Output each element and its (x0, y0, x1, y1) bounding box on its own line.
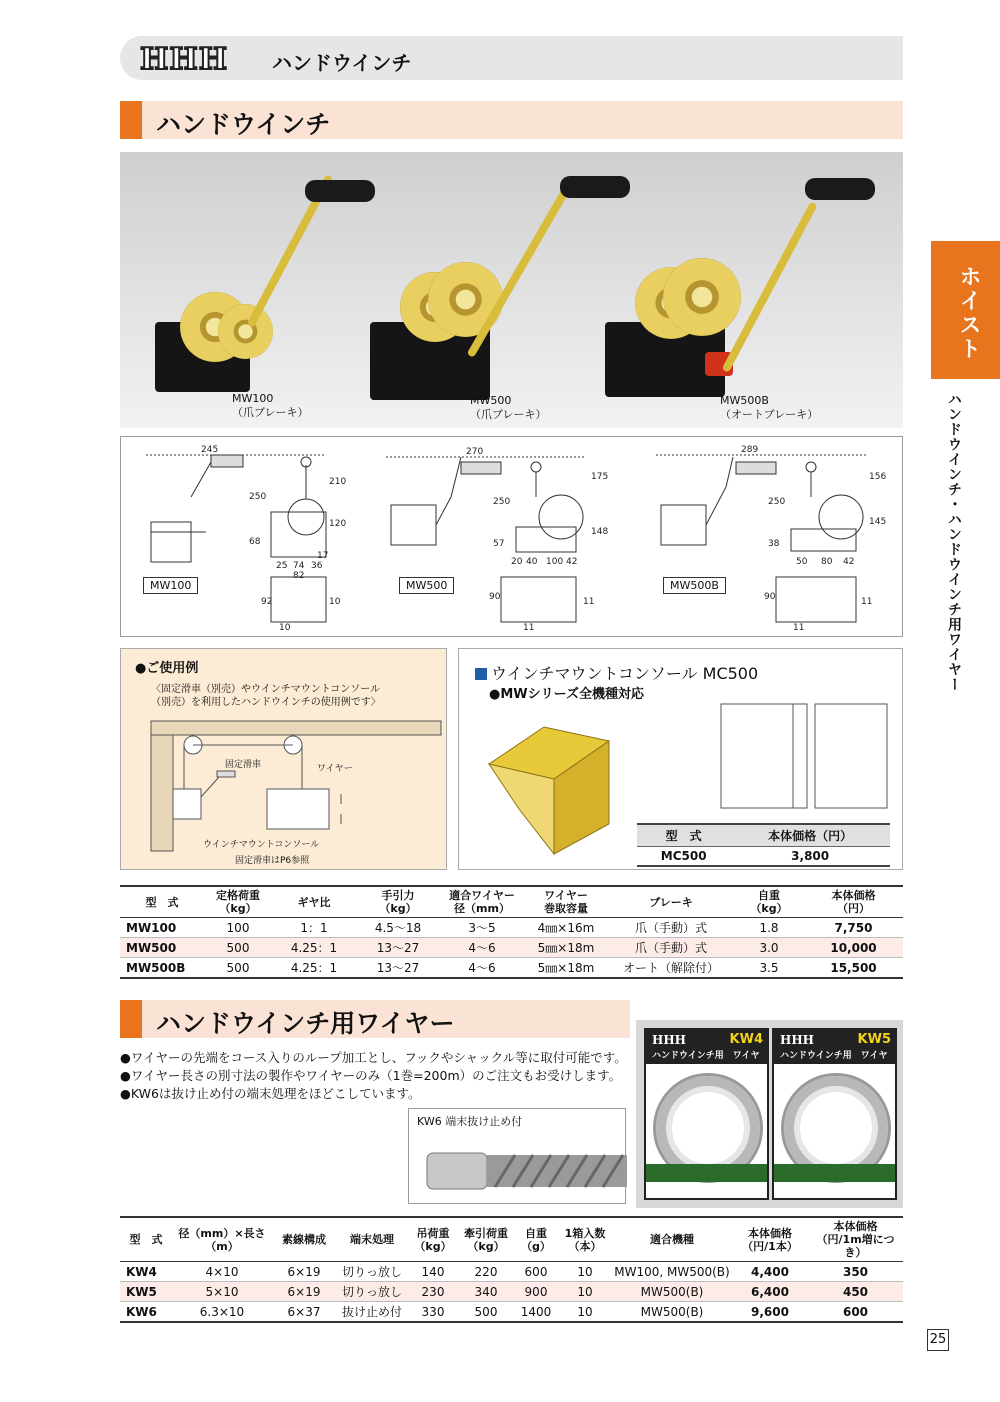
dim-value: 42 (843, 557, 855, 567)
section-marker (120, 101, 142, 139)
dim-value: 74 (293, 561, 305, 571)
caption-mw100: MW100 （爪ブレーキ） (232, 392, 309, 419)
dim-value: 68 (249, 537, 261, 547)
kw6-caption: KW6 端末抜け止め付 (417, 1115, 523, 1128)
dim-value: 11 (861, 597, 873, 607)
dim-value: 120 (329, 519, 347, 529)
product-photo-area (120, 152, 903, 428)
dim-value: 145 (869, 517, 887, 527)
dim-value: 10 (329, 597, 341, 607)
table-row: KW5 5×10 6×19 切りっ放し 230 340 900 10 MW500(B) 6,400 450 (120, 1282, 903, 1302)
caption-mw500b: MW500B （オートブレーキ） (720, 394, 819, 421)
section-title: ハンドウインチ用ワイヤー (156, 1009, 455, 1038)
side-index-text: ハンドウインチ・ハンドウインチ用ワイヤー (946, 392, 962, 692)
wire-package-photo (636, 1020, 903, 1208)
console-model: MC500 (637, 847, 730, 867)
table-row: MW500B 500 4.25：1 13〜27 4〜6 5㎜×18m オート（解除付） 3.5 15,500 (120, 958, 903, 979)
package-kw5: HHH KW5 ハンドウインチ用 ワイヤー (772, 1028, 897, 1200)
dim-value: 270 (466, 447, 484, 457)
dim-value: 40 (526, 557, 538, 567)
package-kw4: HHH KW4 ハンドウインチ用 ワイヤー (644, 1028, 769, 1200)
brand-bar (120, 36, 903, 80)
dim-value: 11 (523, 623, 535, 633)
console-subtitle: ●MWシリーズ全機種対応 (489, 687, 644, 702)
mount-console-box (458, 648, 903, 870)
winch-mw100-image (150, 172, 390, 402)
dim-value: 175 (591, 472, 609, 482)
usage-title: ●ご使用例 (135, 661, 199, 676)
drawing-label-mw500: MW500 (399, 577, 454, 594)
dim-value: 245 (201, 445, 219, 455)
label-console: ウインチマウントコンソール (203, 840, 320, 850)
dim-value: 11 (583, 597, 595, 607)
kw6-wire-image (409, 1109, 627, 1205)
caption-mw500: MW500 （爪ブレーキ） (470, 394, 547, 421)
section-header-winch (120, 101, 903, 139)
dim-value: 80 (821, 557, 833, 567)
drawing-lines (121, 437, 904, 638)
dim-value: 57 (493, 539, 505, 549)
dim-value: 38 (768, 539, 780, 549)
dim-value: 250 (493, 497, 511, 507)
dim-value: 25 (276, 561, 288, 571)
drawing-label-mw500b: MW500B (663, 577, 726, 594)
dim-value: 100 (546, 557, 564, 567)
winch-mw500b-image (605, 172, 895, 402)
label-pulley: 固定滑車 (225, 760, 262, 770)
list-item: ●ワイヤー長さの別寸法の製作やワイヤーのみ（1巻=200m）のご注文もお受けします。 (120, 1068, 622, 1083)
dim-value: 250 (768, 497, 786, 507)
dim-value: 82 (293, 571, 305, 581)
dim-value: 10 (279, 623, 291, 633)
page-number: 25 (927, 1329, 949, 1351)
dim-value: 50 (796, 557, 808, 567)
section-header-wire (120, 1000, 630, 1038)
dim-value: 36 (311, 561, 323, 571)
dim-value: 90 (764, 592, 776, 602)
usage-note: 〈固定滑車（別売）やウインチマウントコンソール（別売）を利用したハンドウインチの使用例です〉 (151, 684, 381, 708)
page-title: ハンドウインチ (272, 51, 412, 75)
table-row: MW100 100 1：1 4.5〜18 3〜5 4㎜×16m 爪（手動）式 1.8 7,750 (120, 918, 903, 938)
wire-spec-table: 型 式 径（mm）×長さ（m） 素線構成 端末処理 吊荷重 （kg） 牽引荷重 （kg） 自重 （g） 1箱入数 （本） 適合機種 本体価格 （円/1本） 本体価格 （円/1m増につき） KW4 4×10 6×19 切りっ放し 140 220 600 10 MW100, MW500(B) 4,400 350 KW5 5×10 6×19 切りっ放し 230 340 900 10 MW500(B) 6,400 450 KW6 6.3×10 6×37 抜け止め付 330 500 1400 10 MW500(B) 9,600 600 (120, 1216, 903, 1323)
dim-value: 289 (741, 445, 759, 455)
console-price: 3,800 (730, 847, 890, 867)
dim-value: 42 (566, 557, 578, 567)
wire-notes (120, 1049, 627, 1103)
label-pulley-ref: 固定滑車はP6参照 (235, 856, 310, 866)
section-marker (120, 1000, 142, 1038)
kw6-photo-box (408, 1108, 626, 1204)
console-price-table: 型 式 本体価格（円） MC500 3,800 (637, 823, 890, 867)
table-row: MW500 500 4.25：1 13〜27 4〜6 5㎜×18m 爪（手動）式 3.0 10,000 (120, 938, 903, 958)
dim-value: 156 (869, 472, 887, 482)
usage-example-box (120, 648, 447, 870)
section-title: ハンドウインチ (156, 110, 331, 139)
category-tab[interactable]: ホイスト (931, 241, 1000, 379)
brand-logo: HHH (140, 42, 229, 77)
winch-mw500-image (370, 172, 640, 402)
list-item: ●ワイヤーの先端をコース入りのループ加工とし、フックやシャックル等に取付可能です。 (120, 1050, 627, 1065)
dim-value: 90 (489, 592, 501, 602)
list-item: ●KW6は抜け止め付の端末処理をほどこしています。 (120, 1086, 421, 1101)
dim-value: 250 (249, 492, 267, 502)
dim-value: 17 (317, 551, 329, 561)
drawing-label-mw100: MW100 (143, 577, 198, 594)
console-title: ウインチマウントコンソール MC500 (475, 661, 758, 684)
winch-spec-table: 型 式 定格荷重 （kg） ギヤ比 手引力 （kg） 適合ワイヤー 径（mm） ワイヤー 巻取容量 ブレーキ 自重 （kg） 本体価格 （円） MW100 100 1：1 4.5〜18 3〜5 4㎜×16m 爪（手動）式 1.8 7,750 MW500 500 4.25：1 13〜27 4〜6 5㎜×18m 爪（手動）式 3.0 10,000 MW500B 500 4.25：1 13〜27 4〜6 5㎜×18m オート（解除付） 3.5 15,500 (120, 885, 903, 979)
label-wire: ワイヤー (317, 764, 353, 774)
dim-value: 11 (793, 623, 805, 633)
table-row: KW4 4×10 6×19 切りっ放し 140 220 600 10 MW100, MW500(B) 4,400 350 (120, 1262, 903, 1282)
dimension-drawings (120, 436, 903, 637)
table-row: KW6 6.3×10 6×37 抜け止め付 330 500 1400 10 MW500(B) 9,600 600 (120, 1302, 903, 1323)
dim-value: 148 (591, 527, 609, 537)
dim-value: 210 (329, 477, 347, 487)
dim-value: 20 (511, 557, 523, 567)
dim-value: 92 (261, 597, 273, 607)
